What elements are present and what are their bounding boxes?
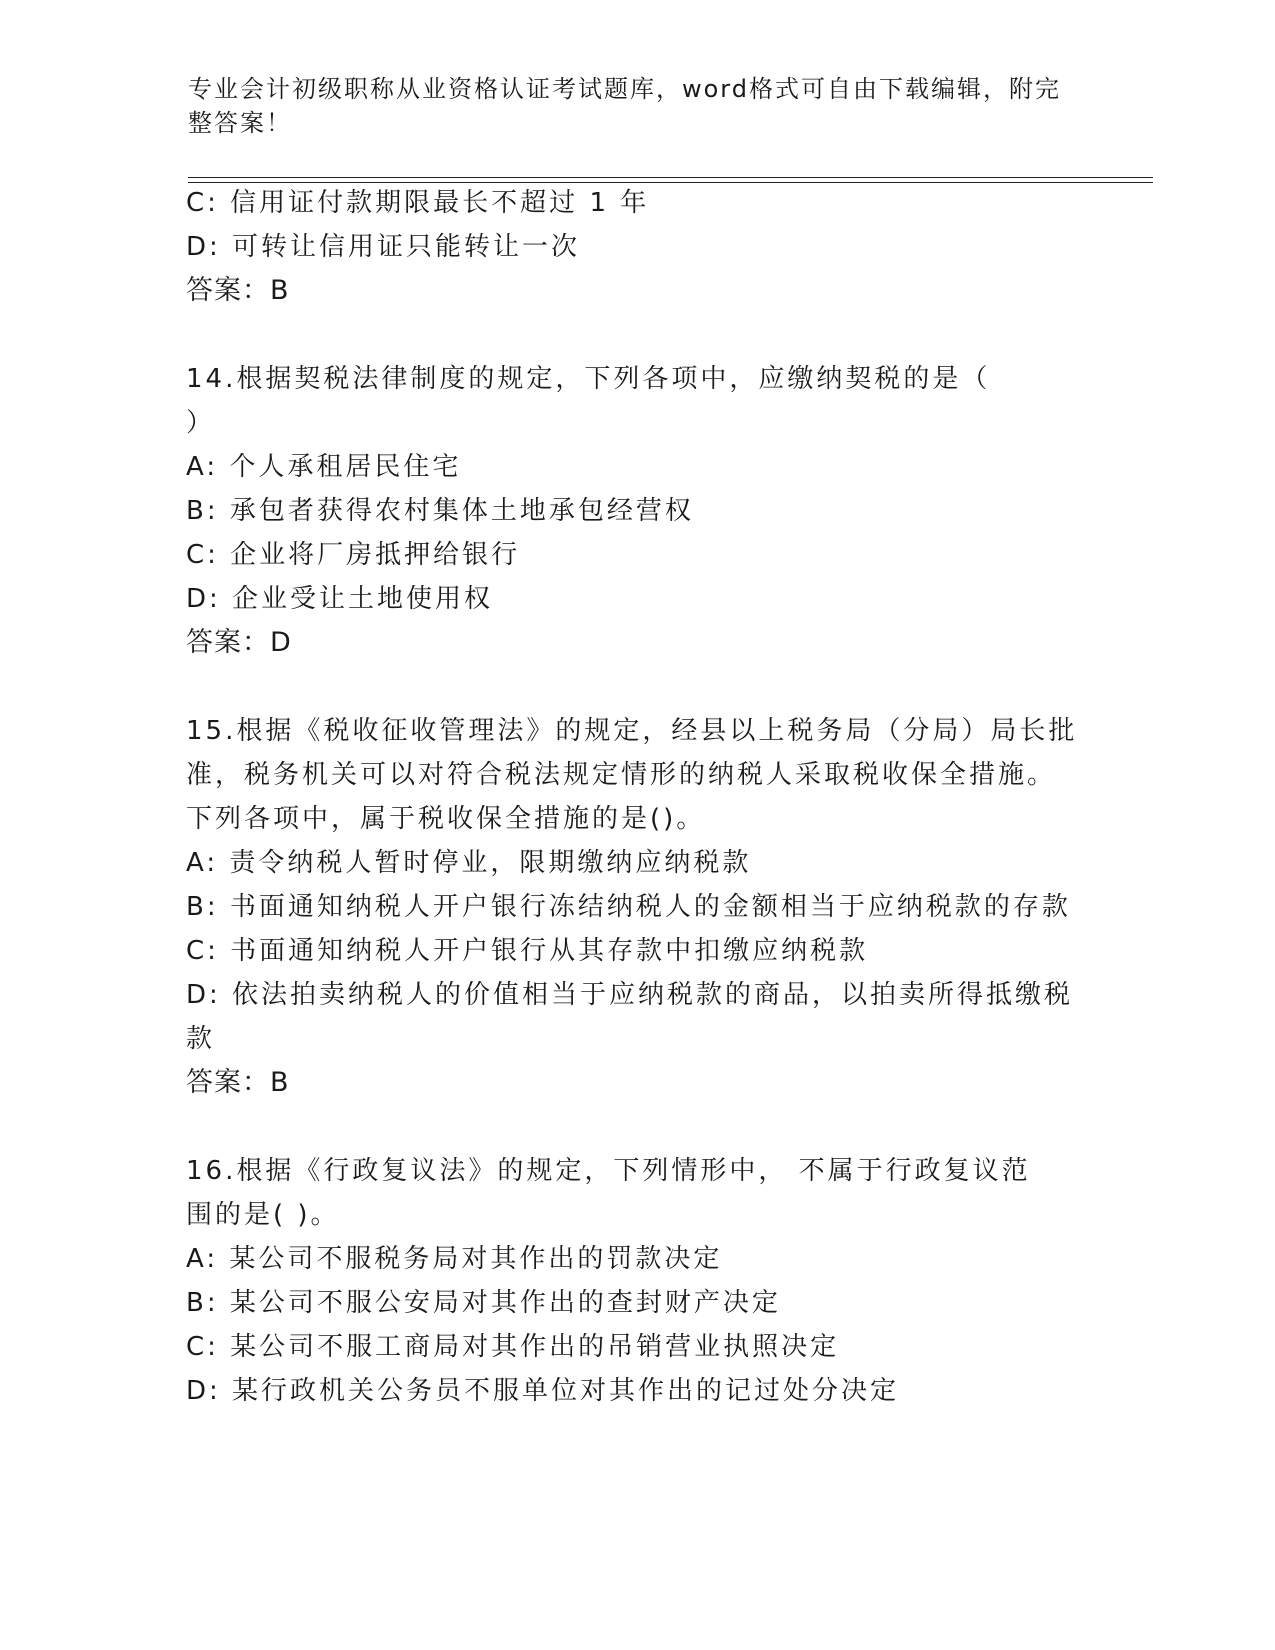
q15-option-d-line1: D: 依法拍卖纳税人的价值相当于应纳税款的商品，以拍卖所得抵缴税: [186, 980, 1074, 1010]
q14-option-a: A: 个人承租居民住宅: [186, 452, 462, 482]
q14-answer: 答案：D: [186, 627, 292, 658]
q14-option-d: D: 企业受让土地使用权: [186, 584, 494, 614]
q15-stem-line3: 下列各项中，属于税收保全措施的是()。: [186, 804, 706, 834]
q15-stem-line1: 15.根据《税收征收管理法》的规定，经县以上税务局（分局）局长批: [186, 716, 1078, 746]
q13-answer: 答案：B: [186, 275, 290, 306]
header-divider-bottom: [188, 182, 1153, 183]
q15-option-a: A: 责令纳税人暂时停业，限期缴纳应纳税款: [186, 848, 752, 878]
q15-option-c: C: 书面通知纳税人开户银行从其存款中扣缴应纳税款: [186, 936, 869, 966]
q14-stem-line1: 14.根据契税法律制度的规定，下列各项中，应缴纳契税的是（: [186, 364, 991, 394]
q13-option-d: D: 可转让信用证只能转让一次: [186, 232, 581, 262]
q13-option-c: C: 信用证付款期限最长不超过 1 年: [186, 188, 650, 218]
header-divider-top: [188, 177, 1153, 178]
q16-option-a: A: 某公司不服税务局对其作出的罚款决定: [186, 1244, 723, 1274]
q15-stem-line2: 准，税务机关可以对符合税法规定情形的纳税人采取税收保全措施。: [186, 760, 1057, 790]
q15-option-d-line2: 款: [186, 1024, 216, 1054]
q16-option-b: B: 某公司不服公安局对其作出的查封财产决定: [186, 1288, 781, 1318]
q14-option-c: C: 企业将厂房抵押给银行: [186, 540, 521, 570]
q14-option-b: B: 承包者获得农村集体土地承包经营权: [186, 496, 694, 526]
q16-option-d: D: 某行政机关公务员不服单位对其作出的记过处分决定: [186, 1376, 900, 1406]
page-header: 专业会计初级职称从业资格认证考试题库，word格式可自由下载编辑，附完整答案！: [188, 75, 1061, 137]
q14-stem-line2: ）: [186, 408, 216, 438]
q15-option-b: B: 书面通知纳税人开户银行冻结纳税人的金额相当于应纳税款的存款: [186, 892, 1071, 922]
q16-option-c: C: 某公司不服工商局对其作出的吊销营业执照决定: [186, 1332, 840, 1362]
q16-stem-line2: 围的是( )。: [186, 1200, 340, 1230]
q15-answer: 答案：B: [186, 1067, 290, 1098]
q16-stem-line1: 16.根据《行政复议法》的规定，下列情形中， 不属于行政复议范: [186, 1156, 1031, 1186]
